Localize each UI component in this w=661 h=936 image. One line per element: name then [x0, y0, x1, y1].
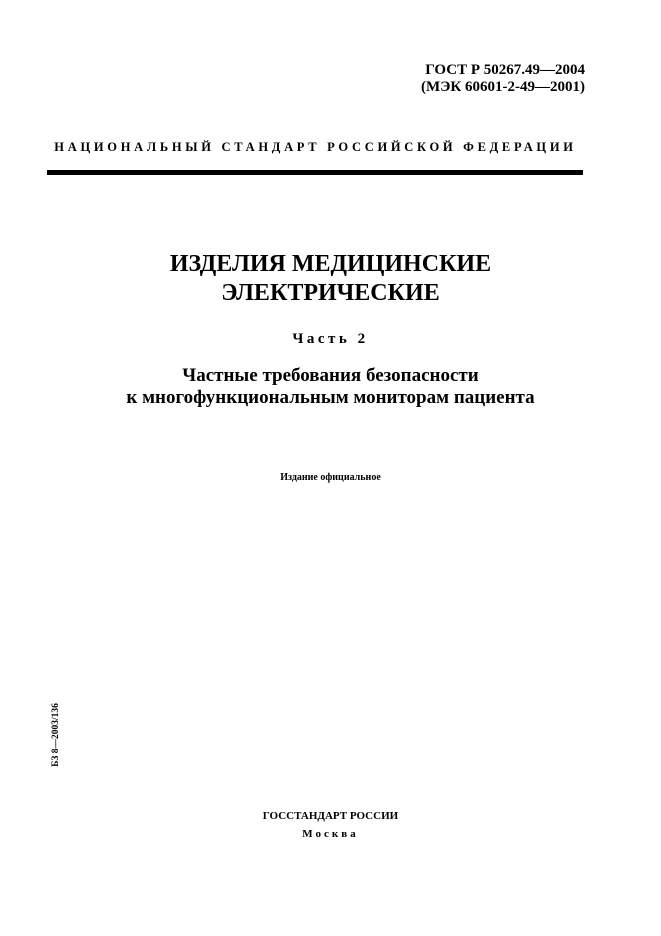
gost-number: ГОСТ Р 50267.49—2004	[425, 62, 585, 78]
header-divider	[47, 170, 583, 175]
title-line-2: ЭЛЕКТРИЧЕСКИЕ	[221, 280, 440, 306]
document-number-block	[421, 62, 585, 96]
part-title-line-2: к многофункциональным мониторам пациента	[126, 387, 535, 408]
part-title	[0, 365, 661, 409]
title-line-1: ИЗДЕЛИЯ МЕДИЦИНСКИЕ	[169, 251, 492, 277]
city: Москва	[302, 828, 359, 840]
part-title-line-1: Частные требования безопасности	[182, 365, 479, 386]
national-standard-banner: НАЦИОНАЛЬНЫЙ СТАНДАРТ РОССИЙСКОЙ ФЕДЕРАЦИИ	[54, 140, 577, 154]
part-label: Часть 2	[292, 331, 369, 347]
document-title	[0, 250, 661, 308]
publisher: ГОССТАНДАРТ РОССИИ	[262, 810, 399, 822]
iec-number: (МЭК 60601-2-49—2001)	[421, 79, 585, 95]
edition-note: Издание официальное	[280, 472, 381, 483]
side-code: БЗ 8—2003/136	[51, 703, 61, 767]
